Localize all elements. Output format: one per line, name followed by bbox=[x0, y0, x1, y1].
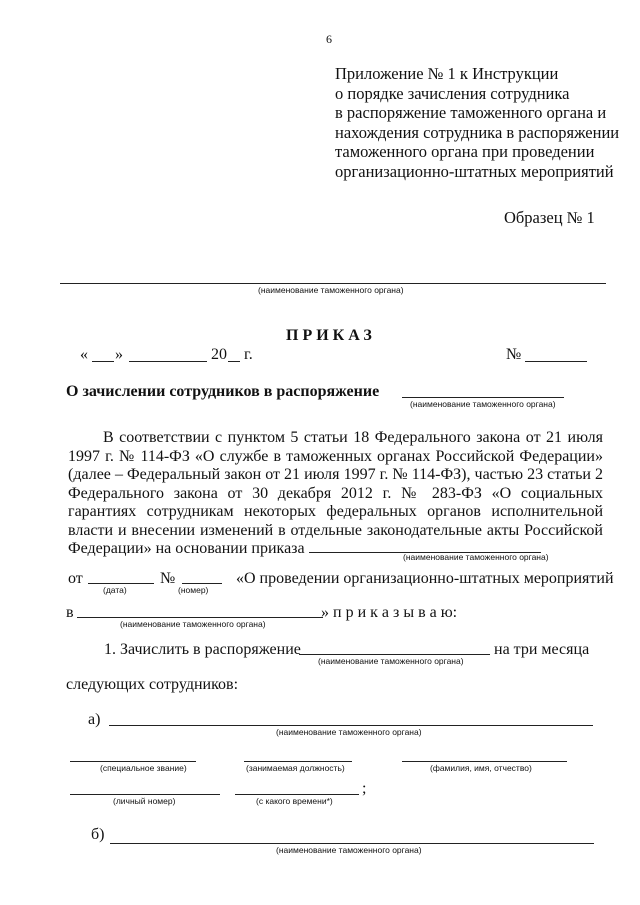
list-b-customs-caption: (наименование таможенного органа) bbox=[276, 845, 422, 855]
subject-blank-line bbox=[402, 397, 564, 398]
appendix-line: в распоряжение таможенного органа и bbox=[335, 103, 607, 123]
list-a-label: а) bbox=[88, 711, 101, 728]
in-caption: (наименование таможенного органа) bbox=[120, 619, 266, 629]
item1-text-end: на три месяца bbox=[494, 641, 590, 658]
semicolon: ; bbox=[362, 780, 367, 797]
appendix-line: о порядке зачисления сотрудника bbox=[335, 83, 570, 103]
rank-line bbox=[70, 761, 196, 762]
appendix-line: нахождения сотрудника в распоряжении bbox=[335, 122, 620, 142]
year-suffix: г. bbox=[244, 346, 253, 363]
item1-caption: (наименование таможенного органа) bbox=[318, 656, 464, 666]
month-blank bbox=[129, 361, 207, 362]
number-caption: (номер) bbox=[178, 585, 209, 595]
legal-basis-text: В соответствии с пунктом 5 статьи 18 Федерального закона от 21 июля 1997 г. № 114-ФЗ «О службе в таможенных органах Российской Федерации» (далее – Федеральный закон от 21 июля 1997 г. № 114-ФЗ), частью 23 статьи 2 Федерального закона от 30 декабря 2012 г. № 283-ФЗ «О социальных гарантиях сотрудникам некоторых федеральных органов исполнительной власти и внесении изменений в отдельные законодательные акты Российской Федерации» на основании приказа bbox=[68, 429, 603, 557]
name-caption: (фамилия, имя, отчество) bbox=[430, 763, 532, 773]
rank-caption: (специальное звание) bbox=[100, 763, 187, 773]
in-blank-line bbox=[77, 617, 323, 618]
date-caption: (дата) bbox=[103, 585, 127, 595]
list-b-customs-line bbox=[110, 843, 594, 844]
day-blank bbox=[92, 361, 114, 362]
legal-basis-paragraph bbox=[68, 429, 603, 559]
order-subject: О зачислении сотрудников в распоряжение bbox=[66, 383, 380, 400]
order-word: » п р и к а з ы в а ю: bbox=[321, 604, 458, 621]
from-label: от bbox=[68, 570, 83, 587]
in-label: в bbox=[66, 604, 74, 621]
appendix-line: Приложение № 1 к Инструкции bbox=[335, 64, 559, 83]
page-number: 6 bbox=[326, 32, 332, 46]
number-label: № bbox=[160, 570, 176, 587]
position-caption: (занимаемая должность) bbox=[246, 763, 345, 773]
name-line bbox=[402, 761, 567, 762]
item1-continuation: следующих сотрудников: bbox=[66, 676, 239, 693]
list-a-customs-caption: (наименование таможенного органа) bbox=[276, 727, 422, 737]
paragraph-caption: (наименование таможенного органа) bbox=[403, 552, 549, 562]
order-title: ПРИКАЗ bbox=[286, 327, 376, 344]
year-blank bbox=[228, 361, 240, 362]
subject-caption: (наименование таможенного органа) bbox=[410, 399, 556, 409]
measures-title: «О проведении организационно-штатных мероприятий bbox=[236, 570, 614, 587]
sample-label: Образец № 1 bbox=[504, 208, 595, 227]
personal-number-line bbox=[70, 794, 220, 795]
position-line bbox=[244, 761, 352, 762]
order-number-blank bbox=[525, 361, 587, 362]
list-a-customs-line bbox=[109, 725, 593, 726]
list-b-label: б) bbox=[91, 826, 105, 843]
personal-number-caption: (личный номер) bbox=[113, 796, 176, 806]
date-open-quote: « bbox=[80, 346, 88, 363]
appendix-block bbox=[335, 64, 635, 182]
date-blank bbox=[88, 583, 154, 584]
date-close-quote: » bbox=[115, 346, 123, 363]
header-caption: (наименование таможенного органа) bbox=[258, 285, 404, 295]
year-prefix: 20 bbox=[211, 346, 227, 363]
appendix-line: организационно-штатных мероприятий bbox=[335, 161, 614, 181]
item1-blank-line bbox=[299, 654, 490, 655]
header-blank-line bbox=[60, 283, 606, 284]
appendix-line: таможенного органа при проведении bbox=[335, 142, 595, 162]
since-caption: (с какого времени*) bbox=[256, 796, 333, 806]
number-blank bbox=[182, 583, 222, 584]
since-line bbox=[235, 794, 359, 795]
item1-text-start: 1. Зачислить в распоряжение bbox=[104, 641, 301, 658]
order-number-label: № bbox=[506, 346, 522, 363]
